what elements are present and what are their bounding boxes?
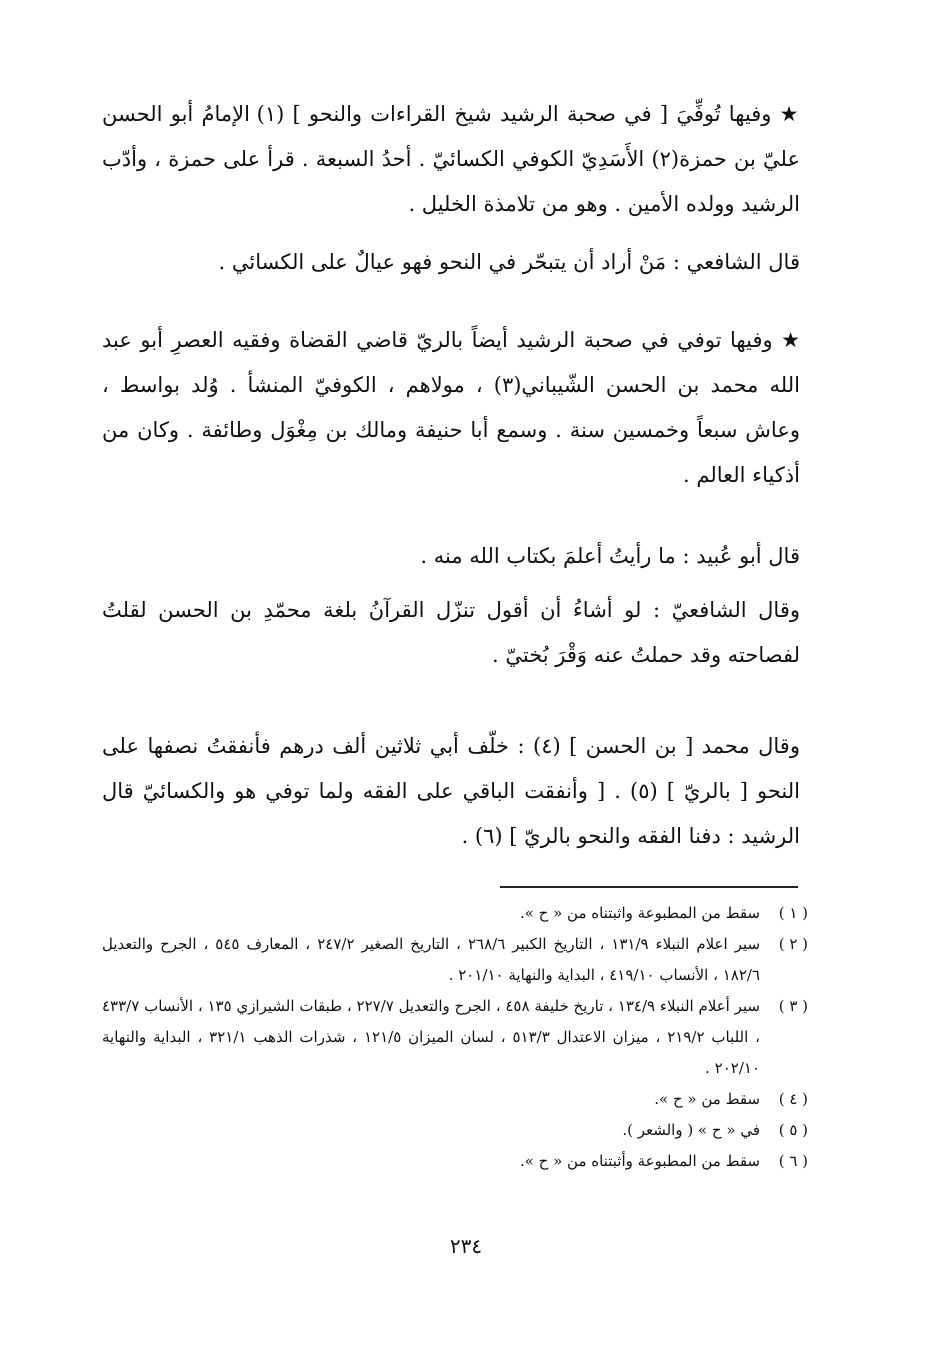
footnote-text: سير أعلام النبلاء ١٣٤/٩ ، تاريخ خليفة ٤٥٨ ، الجرح والتعديل ٢٢٧/٧ ، طبقات الشيرازي ١٣٥ ، الأنساب ٤٣٣/٧ ، اللباب ٢١٩/٢ ، ميزان الاعتدال ٥١٣/٣ ، لسان الميزان ١٢١/٥ ، شذرات الذهب ٣٢١/١ ، البداية والنهاية ٢٠٢/١٠ . (102, 997, 761, 1077)
paragraph-abu-ubayd-quote: قال أبو عُبيد : ما رأيتُ أعلمَ بكتاب الله منه . (420, 544, 800, 568)
footnote-text: سقط من المطبوعة وأثبتناه من « ح ». (519, 1152, 760, 1170)
paragraph-kisai-death: ★ وفيها تُوفِّيَ [ في صحبة الرشيد شيخ القراءات والنحو ] (١) الإمامُ أبو الحسن عليّ بن حمزة(٢) الأَسَدِيّ الكوفي الكسائيّ . أحدُ السبعة . قرأ على حمزة ، وأدّب الرشيد وولده الأمين . وهو من تلامذة الخليل . (102, 102, 800, 216)
footnote-number: ( ٢ ) (778, 935, 808, 953)
footnote-number: ( ٤ ) (778, 1090, 808, 1108)
footnote-item (102, 929, 808, 991)
footnote-item (102, 1084, 808, 1115)
footnote-number: ( ١ ) (778, 904, 808, 922)
paragraph-shafii-quote-kisai: قال الشافعي : مَنْ أراد أن يتبحّر في النحو فهو عيالٌ على الكسائي . (218, 250, 800, 274)
footnote-text: سقط من « ح ». (654, 1090, 760, 1108)
paragraph-muhammad-quote: وقال محمد [ بن الحسن ] (٤) : خلّف أبي ثلاثين ألف درهم فأنفقتُ نصفها على النحو [ بالريّ ] (٥) . [ وأنفقت الباقي على الفقه ولما توفي هو والكسائيّ قال الرشيد : دفنا الفقه والنحو بالريّ ] (٦) . (102, 734, 801, 848)
footnote-number: ( ٦ ) (778, 1152, 808, 1170)
footnote-text: في « ح » ( والشعر ). (622, 1121, 760, 1139)
paragraph-shafii-quote-shaybani: وقال الشافعيّ : لو أشاءُ أن أقول تنزّل القرآنُ بلغة محمّدِ بن الحسن لقلتُ لفصاحته وقد حملتُ عنه وَقْرَ بُختيّ . (102, 598, 800, 667)
footnote-item (102, 898, 808, 929)
footnote-item (102, 1115, 808, 1146)
footnotes-list (102, 898, 808, 1177)
footnote-item (102, 1146, 808, 1177)
footnote-number: ( ٥ ) (778, 1121, 808, 1139)
footnote-number: ( ٣ ) (778, 997, 808, 1015)
footnote-item (102, 991, 808, 1084)
page-number: ٢٣٤ (449, 1234, 483, 1258)
footnote-text: سقط من المطبوعة واثبتناه من « ح ». (519, 904, 760, 922)
footnote-divider (500, 886, 798, 888)
footnote-text: سير اعلام النبلاء ١٣١/٩ ، التاريخ الكبير ٢٦٨/٦ ، التاريخ الصغير ٢٤٧/٢ ، المعارف ٥٤٥ ، الجرح والتعديل ١٨٢/٦ ، الأنساب ٤١٩/١٠ ، البداية والنهاية ٢٠١/١٠ . (102, 935, 761, 984)
paragraph-shaybani-death: ★ وفيها توفي في صحبة الرشيد أيضاً بالريّ قاضي القضاة وفقيه العصرِ أبو عبد الله محمد بن الحسن الشّيباني(٣) ، مولاهم ، الكوفيّ المنشأ . وُلد بواسط ، وعاش سبعاً وخمسين سنة . وسمع أبا حنيفة ومالك بن مِغْوَل وطائفة . وكان من أذكياء العالم . (102, 328, 800, 487)
